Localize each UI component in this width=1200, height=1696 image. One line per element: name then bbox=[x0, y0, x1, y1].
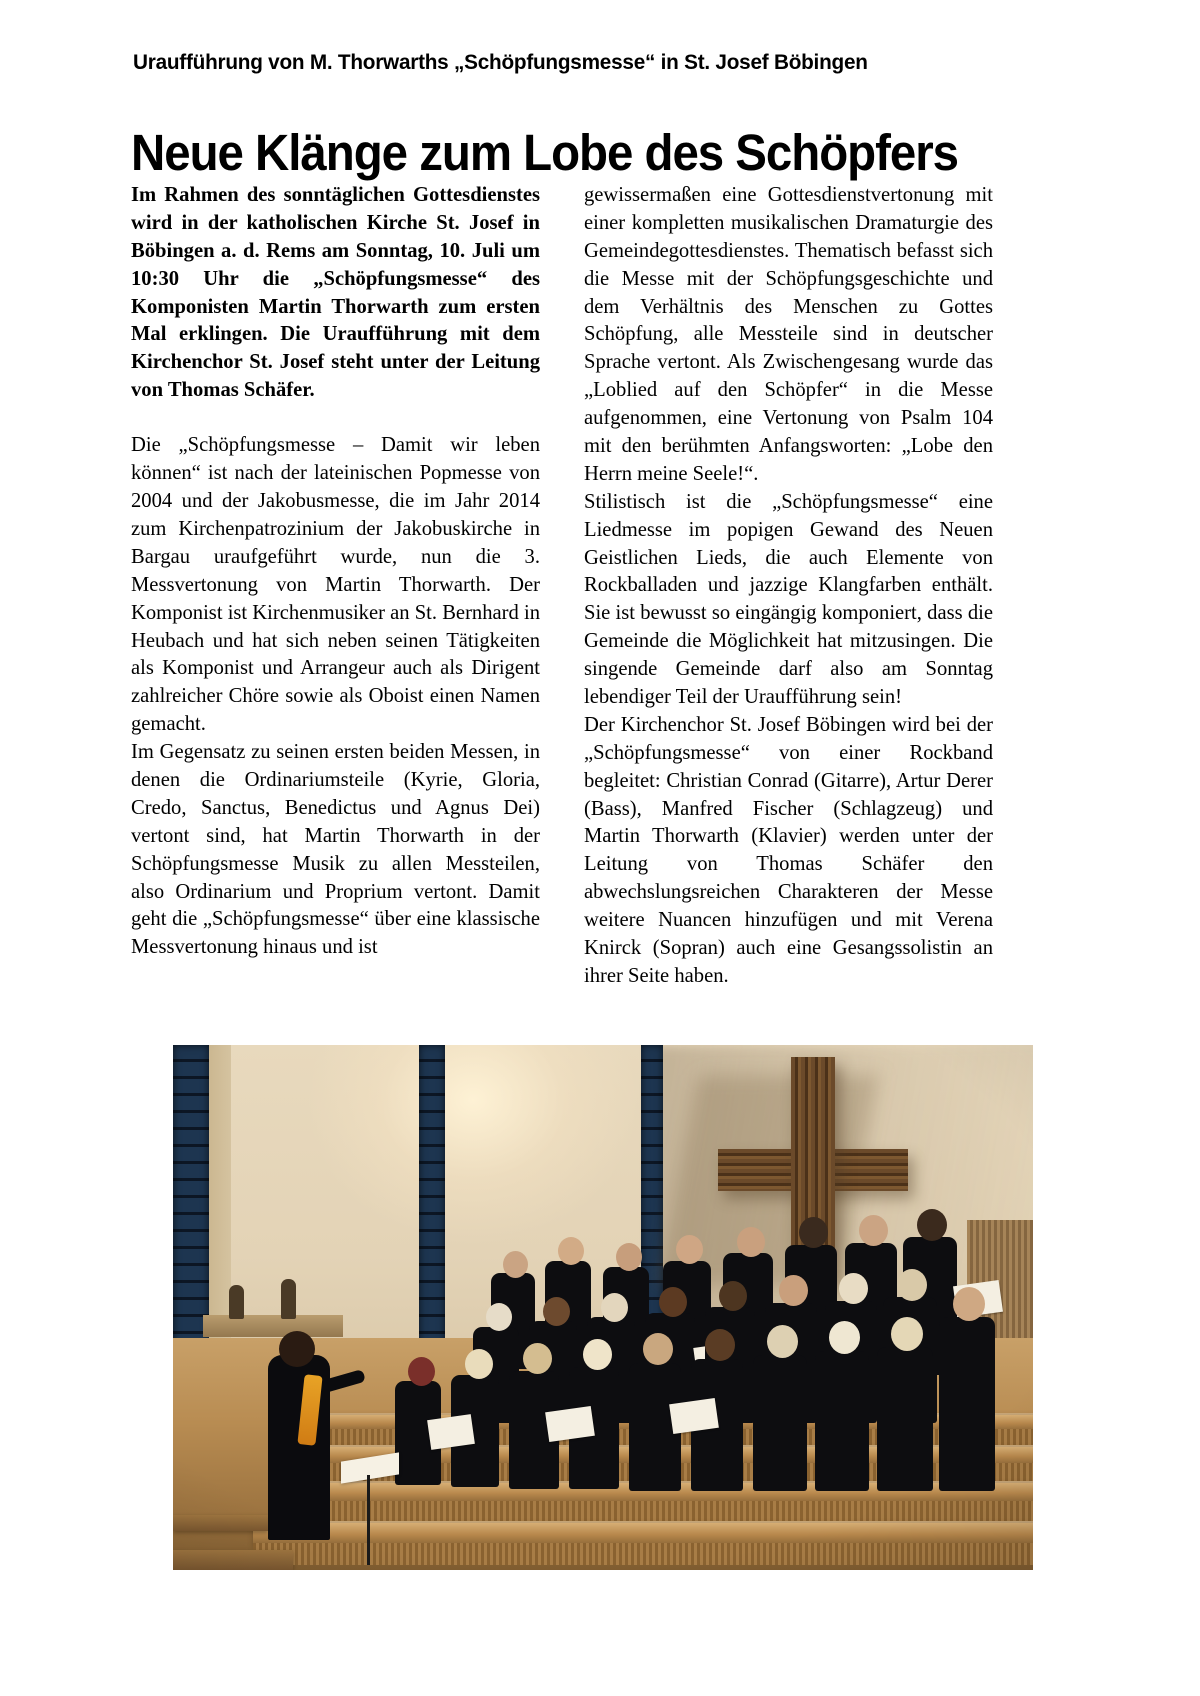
pew-left-lower bbox=[173, 1550, 293, 1570]
article-kicker: Uraufführung von M. Thorwarths „Schöpfungsmesse“ in St. Josef Böbingen bbox=[133, 50, 868, 74]
choir-member-head bbox=[465, 1349, 493, 1379]
choir-member bbox=[753, 1355, 807, 1491]
choir-member-head bbox=[859, 1215, 888, 1246]
choir-member bbox=[815, 1351, 869, 1491]
choir-member-head bbox=[839, 1273, 868, 1304]
lead-paragraph: Im Rahmen des sonntäglichen Gottesdienstes wird in der katholischen Kirche St. Josef in Böbingen a. d. Rems am Sonntag, 10. Juli um 10:30 Uhr die „Schöpfungsmesse“ des Komponisten Martin Thorwarth zum ersten Mal erklingen. Die Uraufführung mit dem Kirchenchor St. Josef steht unter der Leitung von Thomas Schäfer. bbox=[131, 184, 540, 402]
choir-member-head bbox=[705, 1329, 735, 1361]
right-paragraph-1: gewissermaßen eine Gottesdienstvertonung mit einer kompletten musikalischen Dramaturgie des Gemeindegottesdienstes. Thematisch befasst sich die Messe mit der Schöpfungsgeschichte und dem Verhältnis des Menschen zu Gottes Schöpfung, alle Messteile sind in deutscher Sprache vertont. Als Zwischengesang wurde das „Loblied auf den Schöpfer“ in die Messe aufgenommen, eine Vertonung von Psalm 104 mit den berühmten Anfangsworten: „Lobe den Herrn meine Seele!“. bbox=[584, 184, 993, 485]
choir-member-head bbox=[486, 1303, 512, 1331]
choir-member-head bbox=[917, 1209, 947, 1241]
right-paragraph-3: Der Kirchenchor St. Josef Böbingen wird bei der „Schöpfungsmesse“ von einer Rockband begleitet: Christian Conrad (Gitarre), Artur Derer (Bass), Manfred Fischer (Schlagzeug) und Martin Thorwarth (Klavier) werden unter der Leitung von Thomas Schäfer den abwechslungsreichen Charakteren der Messe weitere Nuancen hinzufügen und mit Verena Knirck (Sopran) auch eine Gesangssolistin an ihrer Seite haben. bbox=[584, 713, 993, 987]
choir-performance-photo bbox=[173, 1045, 1033, 1570]
left-paragraph-1: Die „Schöpfungsmesse – Damit wir leben können“ ist nach der lateinischen Popmesse von 2004 und der Jakobusmesse, die im Jahr 2014 zum Kirchenpatrozinium der Jakobuskirche in Bargau uraufgeführt wurde, nun die 3. Messvertonung von Martin Thorwarth. Der Komponist ist Kirchenmusiker an St. Bernhard in Heubach und hat sich neben seinen Tätigkeiten als Komponist und Arrangeur auch als Dirigent zahlreicher Chöre sowie als Oboist einen Namen gemacht. bbox=[131, 434, 540, 736]
choir-member bbox=[877, 1347, 933, 1491]
choir-member-head bbox=[676, 1235, 703, 1264]
choir-member-head bbox=[719, 1281, 747, 1311]
pew-left-upper bbox=[173, 1515, 268, 1531]
choir-member-head bbox=[601, 1293, 628, 1322]
right-paragraph-2: Stilistisch ist die „Schöpfungsmesse“ eine Liedmesse im popigen Gewand des Neuen Geistlichen Lieds, die auch Elemente von Rockballaden und jazzige Klangfarben enthält. Sie ist bewusst so eingängig komponiert, dass die Gemeinde die Möglichkeit hat mitzusingen. Die singende Gemeinde darf also am Sonntag lebendiger Teil der Uraufführung sein! bbox=[584, 490, 993, 709]
choir-member-head bbox=[408, 1357, 435, 1386]
altar-riser-3 bbox=[278, 1501, 1033, 1521]
music-stand-pole bbox=[367, 1475, 370, 1565]
article-body bbox=[131, 182, 993, 991]
choir-member-head bbox=[829, 1321, 860, 1354]
choir-member-head bbox=[643, 1333, 673, 1365]
photo-scene bbox=[173, 1045, 1033, 1570]
choir-member-head bbox=[953, 1287, 985, 1321]
choir-member-head bbox=[543, 1297, 570, 1326]
ambo-top-surface bbox=[203, 1315, 343, 1337]
sheet-music bbox=[545, 1406, 595, 1442]
left-paragraph-2: Im Gegensatz zu seinen ersten beiden Messen, in denen die Ordinariumsteile (Kyrie, Gloria, Credo, Sanctus, Benedictus und Agnus Dei) vertont sind, hat Martin Thorwarth in der Schöpfungsmesse Musik zu allen Messteilen, also Ordinarium und Proprium vertont. Damit geht die „Schöpfungsmesse“ über eine klassische Messvertonung hinaus und ist bbox=[131, 741, 540, 959]
page-title: Neue Klänge zum Lobe des Schöpfers bbox=[131, 124, 959, 182]
choir-member-head bbox=[891, 1317, 923, 1351]
sheet-music bbox=[427, 1414, 475, 1450]
choir-member-head bbox=[799, 1217, 828, 1248]
altar-figurine-right bbox=[281, 1279, 296, 1319]
choir-member-head bbox=[779, 1275, 808, 1306]
choir-member-head bbox=[659, 1287, 687, 1317]
choir-member bbox=[939, 1317, 995, 1491]
left-column bbox=[131, 182, 540, 991]
choir-member-head bbox=[523, 1343, 552, 1374]
altar-figurine-left bbox=[229, 1285, 244, 1319]
choir-member-head bbox=[737, 1227, 765, 1257]
conductor-head bbox=[279, 1331, 315, 1367]
sheet-music bbox=[669, 1398, 719, 1434]
choir-member-head bbox=[583, 1339, 612, 1370]
altar-riser-4 bbox=[253, 1543, 1033, 1565]
right-column bbox=[584, 182, 993, 991]
choir-member-head bbox=[503, 1251, 528, 1278]
choir-member-head bbox=[767, 1325, 798, 1358]
altar-step-4 bbox=[253, 1521, 1033, 1545]
choir-member-head bbox=[897, 1269, 927, 1301]
choir-member-head bbox=[616, 1243, 642, 1271]
choir-member-head bbox=[558, 1237, 584, 1265]
